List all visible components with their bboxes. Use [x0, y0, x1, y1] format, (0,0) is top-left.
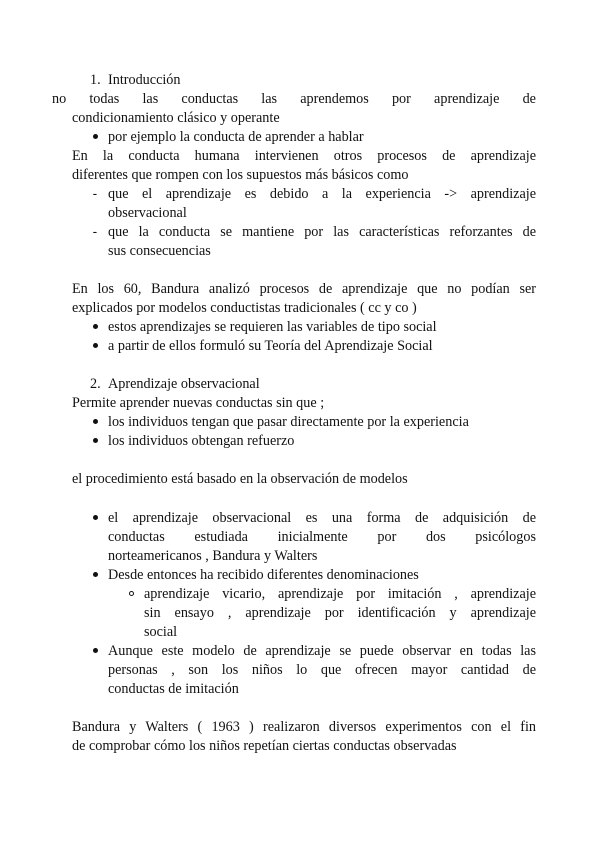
section-number: 1.: [90, 72, 101, 88]
intro-line-1: no todas las conductas las aprendemos por aprendizaje de: [52, 91, 536, 107]
obs-bullet-2: los individuos obtengan refuerzo: [108, 433, 295, 449]
dash-icon: -: [91, 225, 99, 240]
obs-list-sub-line-2: sin ensayo , aprendizaje por identificación y aprendizaje: [144, 605, 536, 621]
bandura-line-1: En los 60, Bandura analizó procesos de aprendizaje que no podían ser: [72, 281, 536, 297]
human-line-1: En la conducta humana intervienen otros procesos de aprendizaje: [72, 148, 536, 164]
obs-list-b2-line-1: Desde entonces ha recibido diferentes denominaciones: [108, 567, 419, 583]
section-title-intro: Introducción: [108, 72, 181, 88]
human-line-2: diferentes que rompen con los supuestos más básicos como: [72, 167, 409, 183]
bandura-bullet-2: a partir de ellos formuló su Teoría del Aprendizaje Social: [108, 338, 433, 354]
obs-list-sub-line-1: aprendizaje vicario, aprendizaje por imitación , aprendizaje: [144, 586, 536, 602]
final-line-1: Bandura y Walters ( 1963 ) realizaron diversos experimentos con el fin: [72, 719, 536, 735]
dash-icon: -: [91, 187, 99, 202]
human-dash-1-line-1: que el aprendizaje es debido a la experiencia -> aprendizaje: [108, 186, 536, 202]
bullet-icon: [93, 134, 98, 139]
human-dash-2-line-2: sus consecuencias: [108, 243, 211, 259]
bullet-icon: [93, 438, 98, 443]
sub-bullet-icon: [129, 591, 134, 596]
human-dash-1-line-2: observacional: [108, 205, 187, 221]
section-title-observacional: Aprendizaje observacional: [108, 376, 260, 392]
intro-line-2: condicionamiento clásico y operante: [72, 110, 280, 126]
bullet-icon: [93, 515, 98, 520]
bullet-icon: [93, 324, 98, 329]
obs-list-b1-line-1: el aprendizaje observacional es una forma de adquisición de: [108, 510, 536, 526]
obs-list-b3-line-3: conductas de imitación: [108, 681, 239, 697]
obs-list-b1-line-3: norteamericanos , Bandura y Walters: [108, 548, 318, 564]
obs-list-b3-line-1: Aunque este modelo de aprendizaje se puede observar en todas las: [108, 643, 536, 659]
obs-list-sub-line-3: social: [144, 624, 178, 640]
intro-bullet-1: por ejemplo la conducta de aprender a hablar: [108, 129, 364, 145]
bandura-line-2: explicados por modelos conductistas tradicionales ( cc y co ): [72, 300, 417, 316]
bullet-icon: [93, 572, 98, 577]
procedure-line: el procedimiento está basado en la observación de modelos: [72, 471, 408, 487]
final-line-2: de comprobar cómo los niños repetían ciertas conductas observadas: [72, 738, 457, 754]
obs-bullet-1: los individuos tengan que pasar directamente por la experiencia: [108, 414, 469, 430]
section-number: 2.: [90, 376, 101, 392]
bullet-icon: [93, 648, 98, 653]
bandura-bullet-1: estos aprendizajes se requieren las variables de tipo social: [108, 319, 437, 335]
bullet-icon: [93, 343, 98, 348]
bullet-icon: [93, 419, 98, 424]
obs-list-b1-line-2: conductas estudiada inicialmente por dos psicólogos: [108, 529, 536, 545]
human-dash-2-line-1: que la conducta se mantiene por las características reforzantes de: [108, 224, 536, 240]
obs-line-1: Permite aprender nuevas conductas sin que ;: [72, 395, 325, 411]
obs-list-b3-line-2: personas , son los niños lo que ofrecen mayor cantidad de: [108, 662, 536, 678]
